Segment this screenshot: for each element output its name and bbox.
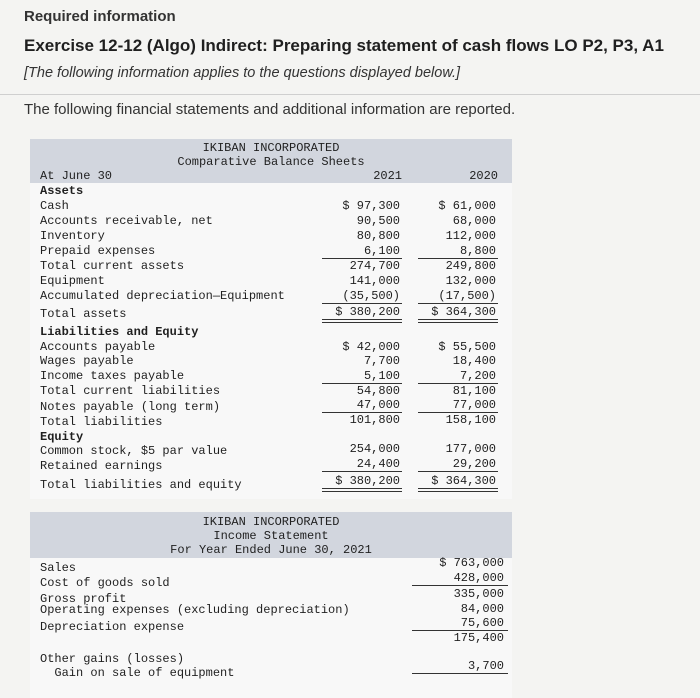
bs-retained-2021: 24,400 [356,457,400,471]
bs-income-tax-2021: 5,100 [363,369,400,383]
bs-double-rule [418,488,498,492]
bs-label-tcl: Total current liabilities [40,384,221,398]
bs-prepaid-2020: 8,800 [459,244,496,258]
is-label-cogs: Cost of goods sold [40,576,170,590]
bs-tcl-2020: 81,100 [452,384,496,398]
bs-common-stock-2021: 254,000 [349,442,400,456]
bs-total-liab-2020: 158,100 [445,413,496,427]
bs-rule [418,471,498,472]
bs-label-assets: Assets [40,184,84,198]
bs-label-wages: Wages payable [40,354,134,368]
is-opex: 84,000 [460,602,504,616]
bs-total-le-2020: $ 364,300 [431,474,496,488]
bs-double-rule [322,319,402,323]
is-label-opex: Operating expenses (excluding depreciation) [40,603,350,617]
is-label-gross-profit: Gross profit [40,592,127,606]
is-rule [412,585,508,586]
bs-tcl-2021: 54,800 [356,384,400,398]
bs-retained-2020: 29,200 [452,457,496,471]
bs-label-common-stock: Common stock, $5 par value [40,444,228,458]
bs-label-accum-depr: Accumulated depreciation—Equipment [40,289,285,303]
bs-label-prepaid: Prepaid expenses [40,244,156,258]
bs-cash-2020: $ 61,000 [438,199,496,213]
bs-prepaid-2021: 6,100 [363,244,400,258]
bs-inventory-2021: 80,800 [356,229,400,243]
bs-accum-depr-2020: (17,500) [438,289,496,303]
is-label-sales: Sales [40,561,77,575]
bs-ap-2020: $ 55,500 [438,340,496,354]
bs-col-2021: 2021 [373,169,402,183]
bs-income-tax-2020: 7,200 [459,369,496,383]
bs-accum-depr-2021: (35,500) [342,289,400,303]
bs-rule [322,303,402,304]
bs-label-ap: Accounts payable [40,340,156,354]
bs-col-2020: 2020 [469,169,498,183]
is-gain-sale: 3,700 [467,659,504,673]
bs-wages-2020: 18,400 [452,354,496,368]
bs-label-income-tax: Income taxes payable [40,369,185,383]
bs-wages-2021: 7,700 [363,354,400,368]
bs-common-stock-2020: 177,000 [445,442,496,456]
is-rule [412,673,508,674]
is-gross-profit: 335,000 [453,587,504,601]
bs-label-retained: Retained earnings [40,459,163,473]
bs-ap-2021: $ 42,000 [342,340,400,354]
intro-text: The following financial statements and additional information are reported. [24,101,516,118]
bs-equipment-2020: 132,000 [445,274,496,288]
bs-rule [418,303,498,304]
bs-notes-2020: 77,000 [452,398,496,412]
bs-label-cash: Cash [40,199,69,213]
bs-label-notes: Notes payable (long term) [40,400,221,414]
balance-sheet-panel [30,139,512,499]
is-label-gain-sale: Gain on sale of equipment [40,666,235,680]
required-information-heading: Required information [24,8,176,25]
is-title: Income Statement [213,529,329,543]
bs-ar-2020: 68,000 [452,214,496,228]
bs-label-total-liab: Total liabilities [40,415,163,429]
divider [0,94,700,95]
bs-tca-2021: 274,700 [349,259,400,273]
bs-notes-2021: 47,000 [356,398,400,412]
bs-label-equipment: Equipment [40,274,105,288]
is-company: IKIBAN INCORPORATED [202,515,340,529]
bs-rule [322,471,402,472]
bs-company: IKIBAN INCORPORATED [202,141,340,155]
info-note: [The following information applies to the questions displayed below.] [24,65,461,81]
bs-label-equity: Equity [40,430,84,444]
bs-total-assets-2020: $ 364,300 [431,305,496,319]
is-label-other-gains: Other gains (losses) [40,652,185,666]
bs-tca-2020: 249,800 [445,259,496,273]
bs-double-rule [322,488,402,492]
is-label-depreciation: Depreciation expense [40,620,185,634]
exercise-title: Exercise 12-12 (Algo) Indirect: Preparing statement of cash flows LO P2, P3, A1 [24,36,664,55]
bs-total-assets-2021: $ 380,200 [335,305,400,319]
bs-total-le-2021: $ 380,200 [335,474,400,488]
bs-double-rule [418,319,498,323]
income-statement-panel [30,512,512,698]
is-depreciation: 75,600 [460,616,504,630]
bs-label-total-assets: Total assets [40,307,127,321]
is-period: For Year Ended June 30, 2021 [170,543,372,557]
bs-ar-2021: 90,500 [356,214,400,228]
is-sales: $ 763,000 [439,556,504,570]
bs-title: Comparative Balance Sheets [177,155,365,169]
bs-equipment-2021: 141,000 [349,274,400,288]
bs-inventory-2020: 112,000 [445,229,496,243]
is-cogs: 428,000 [453,571,504,585]
bs-label-liab-equity: Liabilities and Equity [40,325,199,339]
bs-label-inventory: Inventory [40,229,105,243]
bs-cash-2021: $ 97,300 [342,199,400,213]
is-subtotal-expenses: 175,400 [453,631,504,645]
bs-total-liab-2021: 101,800 [349,413,400,427]
bs-label-total-le: Total liabilities and equity [40,478,242,492]
bs-date-label: At June 30 [40,169,113,183]
bs-label-total-current-assets: Total current assets [40,259,185,273]
bs-label-ar: Accounts receivable, net [40,214,213,228]
